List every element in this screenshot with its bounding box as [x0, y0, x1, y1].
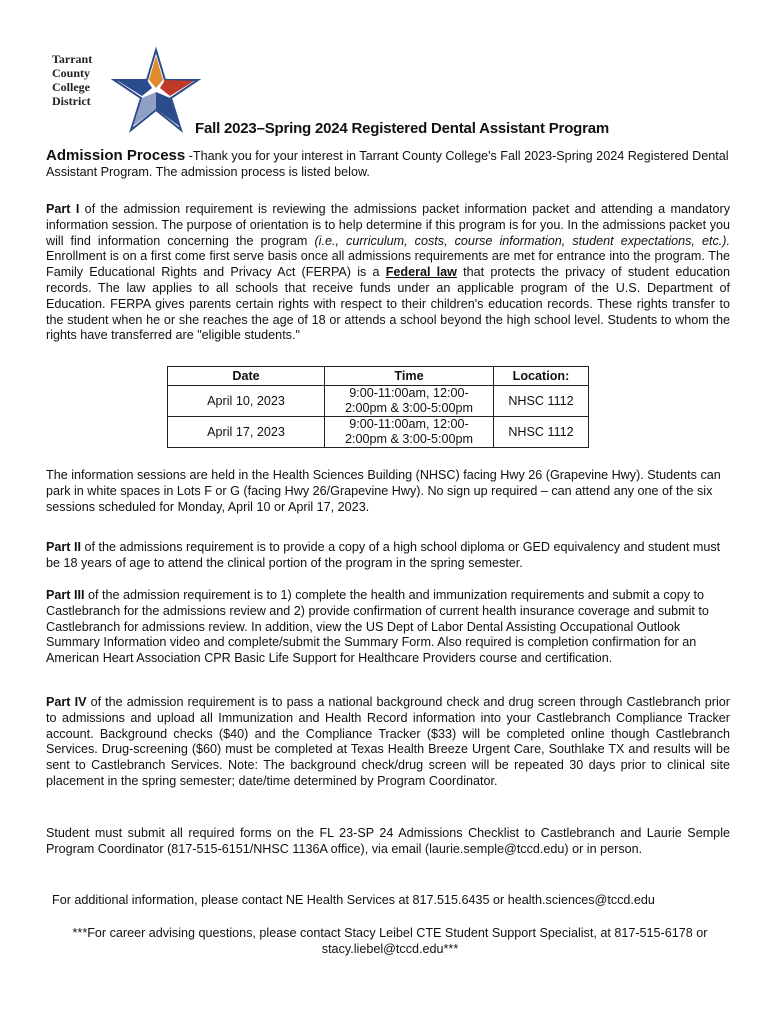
star-logo-icon	[110, 46, 202, 134]
time-line-2: 2:00pm & 3:00-5:00pm	[344, 401, 474, 415]
date-cell: April 17, 2023	[168, 417, 325, 448]
part3-text: of the admission requirement is to 1) complete the health and immunization requirements and submit a copy to Castlebranch for the admissions review and 2) provide confirmation of current health insurance coverage and submit to Castlebranch for admissions review. In addition, view the US Dept of Labor Dental Assisting Occupational Outlook Summary Information video and complete/submit the Summary Form. Also required is completion confirmation for an American Heart Association CPR Basic Life Support for Healthcare Providers course and certification.	[46, 588, 709, 666]
location-cell: NHSC 1112	[494, 386, 589, 417]
federal-law-text: Federal law	[385, 265, 457, 280]
submit-forms-paragraph: Student must submit all required forms on the FL 23-SP 24 Admissions Checklist to Castlebranch and Laurie Semple Program Coordinator (817-515-6151/NHSC 1136A office), via email (laurie.semple@tccd.edu) or in person.	[46, 826, 730, 856]
table-row	[168, 417, 589, 448]
part1-label: Part I	[46, 202, 80, 216]
college-logo	[52, 46, 202, 134]
time-line-1: 9:00-11:00am, 12:00-	[349, 386, 469, 400]
intro-paragraph	[46, 148, 730, 181]
part3-paragraph	[46, 588, 730, 667]
table-header-row	[168, 367, 589, 386]
session-schedule-table	[167, 366, 589, 448]
part4-label: Part IV	[46, 695, 87, 709]
intro-text: -Thank you for your interest in Tarrant County College's Fall 2023-Spring 2024 Registered Dental Assistant Program. The admission process is listed below.	[46, 149, 729, 179]
part4-paragraph	[46, 695, 730, 790]
time-line-1: 9:00-11:00am, 12:00-	[349, 417, 469, 431]
table-row	[168, 386, 589, 417]
part3-label: Part III	[46, 588, 85, 602]
page-title: Fall 2023–Spring 2024 Registered Dental Assistant Program	[195, 120, 610, 137]
time-cell	[325, 417, 494, 448]
intro-heading: Admission Process	[46, 147, 186, 164]
part2-paragraph	[46, 540, 730, 572]
part1-italic: (i.e., curriculum, costs, course information, student expectations, etc.).	[314, 233, 730, 248]
time-line-2: 2:00pm & 3:00-5:00pm	[344, 432, 474, 446]
location-cell: NHSC 1112	[494, 417, 589, 448]
part1-text-a: of the admission requirement is reviewing the admissions packet information packet and attending a mandatory information session. The purpose of orientation is to help determine if this program is for you. In the admissions packet you will find information concerning the program	[46, 202, 730, 248]
contact-paragraph: For additional information, please contact NE Health Services at 817.515.6435 or health.sciences@tccd.edu	[52, 893, 655, 907]
career-advising-paragraph: ***For career advising questions, please contact Stacy Leibel CTE Student Support Specialist, at 817-515-6178 or stacy.liebel@tccd.edu***	[72, 926, 708, 956]
date-cell: April 10, 2023	[168, 386, 325, 417]
time-cell	[325, 386, 494, 417]
info-sessions-paragraph: The information sessions are held in the Health Sciences Building (NHSC) facing Hwy 26 (Grapevine Hwy). Students can park in white spaces in Lots F or G (facing Hwy 26/Grapevine Hwy). No sign up required – can attend any one of the six sessions scheduled for Monday, April 10 or April 17, 2023.	[46, 468, 721, 514]
part2-text: of the admissions requirement is to provide a copy of a high school diploma or GED equivalency and student must be 18 years of age to attend the clinical portion of the program in the spring semester.	[46, 540, 721, 570]
part2-label: Part II	[46, 540, 81, 554]
part1-text-c: that protects the privacy of student education records. The law applies to all schools that receive funds under an applicable program of the U.S. Department of Education. FERPA gives parents certain rights with respect to their children's education records. These rights transfer to the student when he or she reaches the age of 18 or attends a school beyond the high school level. Students to whom the rights have transferred are "eligible students."	[46, 265, 730, 343]
part4-text: of the admission requirement is to pass a national background check and drug screen through Castlebranch prior to admissions and upload all Immunization and Health Record information into your Castlebranch Compliance Tracker account. Background checks ($40) and the Compliance Tracker ($33) will be completed online though Castlebranch Services. Drug-screening ($60) must be completed at Texas Health Breeze Urgent Care, Southlake TX and results will be sent to Castlebranch Services. Note: The background check/drug screen will be repeated 30 days prior to clinical site placement in the spring semester; date/time determined by Program Coordinator.	[46, 695, 730, 788]
time-header: Time	[325, 367, 494, 386]
date-header: Date	[168, 367, 325, 386]
logo-text: Tarrant County College District	[52, 52, 93, 108]
location-header: Location:	[494, 367, 589, 386]
part1-text-b: Enrollment is on a first come first serve basis once all admissions requirements are met for entrance into the program. The Family Educational Rights and Privacy Act (FERPA) is a	[46, 249, 730, 280]
part1-paragraph	[46, 202, 730, 344]
